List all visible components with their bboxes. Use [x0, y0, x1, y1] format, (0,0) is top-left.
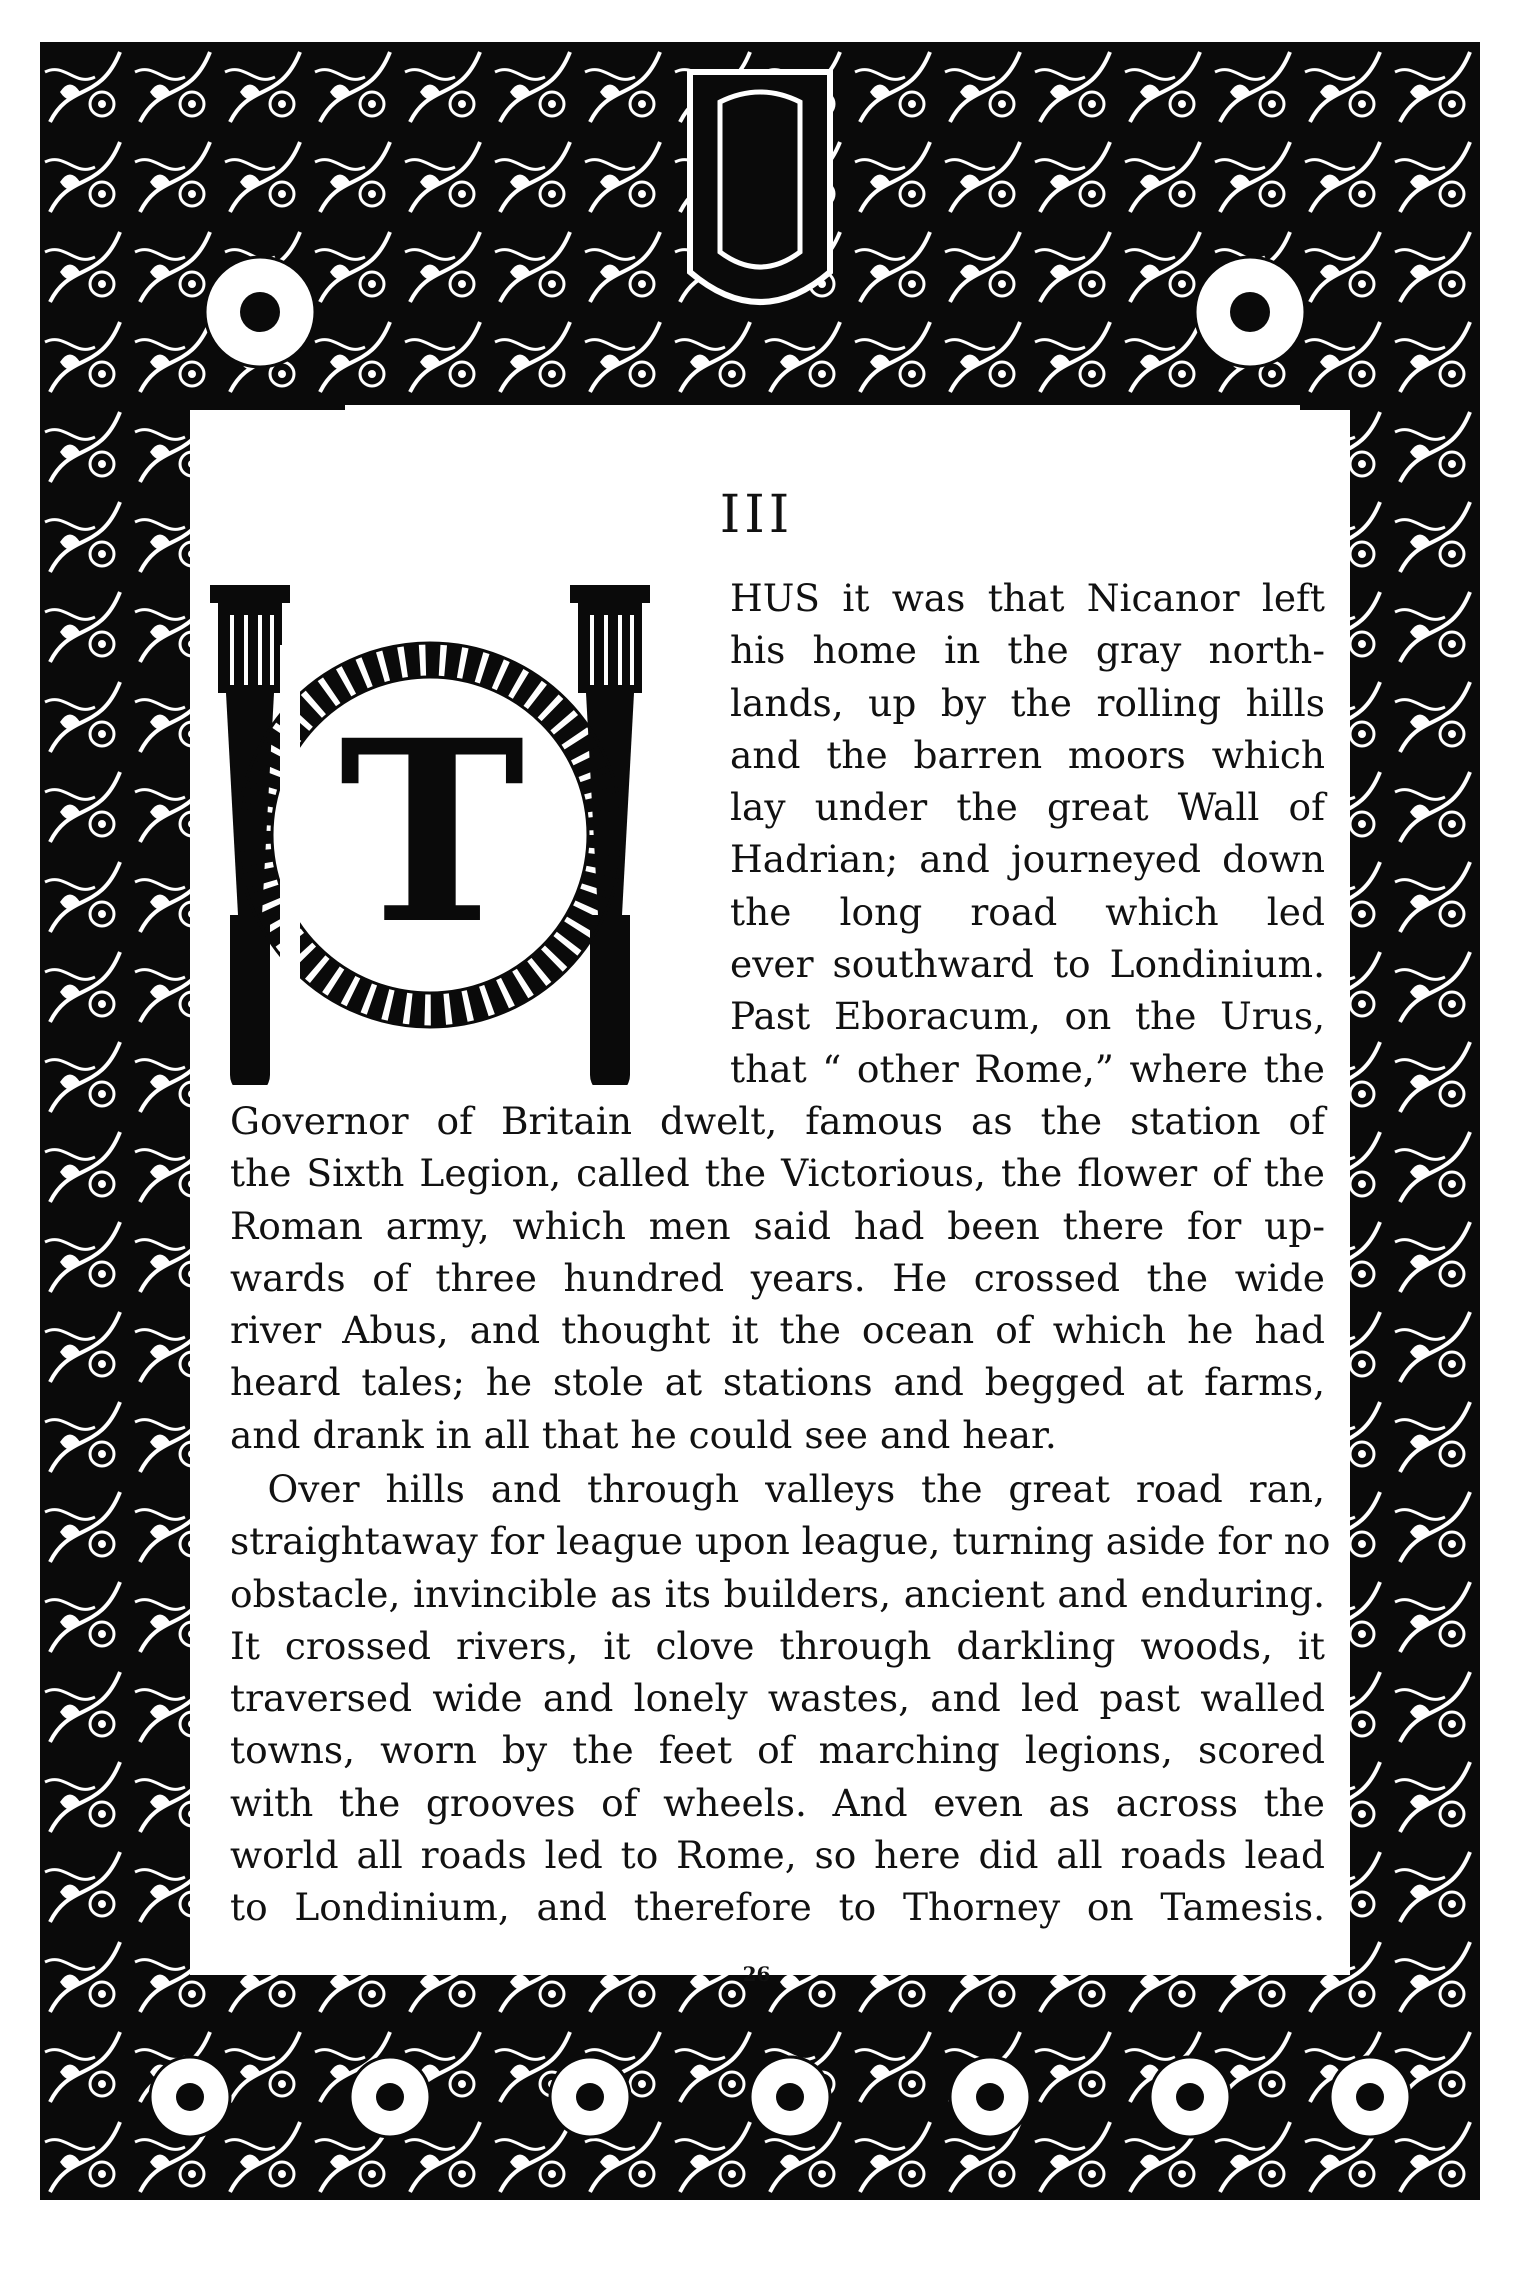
paragraph-1-continued: [230, 1095, 1325, 1461]
text-line: HUS it was that Nicanor left: [730, 576, 1325, 620]
text-line: his home in the gray north-: [730, 628, 1325, 673]
chapter-number: III: [719, 485, 794, 545]
text-line: lay under the great Wall of: [730, 785, 1325, 830]
text-line: It crossed rivers, it clove through darkling woods, it: [230, 1623, 1325, 1668]
text-line: and the barren moors which: [730, 732, 1325, 777]
text-line: Roman army, which men said had been there for up-: [230, 1203, 1325, 1248]
text-line: wards of three hundred years. He crossed the wide: [230, 1255, 1325, 1300]
drop-cap-ornament: [200, 585, 720, 1085]
text-line: river Abus, and thought it the ocean of which he had: [230, 1308, 1325, 1353]
text-line: towns, worn by the feet of marching legions, scored: [230, 1728, 1325, 1773]
text-line: and drank in all that he could see and hear.: [230, 1412, 1057, 1457]
text-line: straightaway for league upon league, turning aside for no: [230, 1519, 1331, 1564]
text-line: obstacle, invincible as its builders, ancient and enduring.: [230, 1571, 1325, 1616]
paragraph-2: [230, 1463, 1331, 1934]
text-line: world all roads led to Rome, so here did all roads lead: [230, 1833, 1325, 1878]
text-line: lands, up by the rolling hills: [730, 680, 1325, 725]
text-line: Over hills and through valleys the great road ran,: [230, 1467, 1325, 1511]
text-line: that “ other Rome,” where the: [730, 1046, 1325, 1091]
page-number: 26: [742, 1962, 771, 1986]
text-line: ever southward to Londinium.: [730, 942, 1325, 987]
text-line: the Sixth Legion, called the Victorious, the flower of the: [230, 1151, 1325, 1196]
text-line: Hadrian; and journeyed down: [730, 837, 1325, 882]
text-line: Governor of Britain dwelt, famous as the station of: [230, 1099, 1325, 1143]
text-line: heard tales; he stole at stations and begged at farms,: [230, 1360, 1325, 1405]
text-line: to Londinium, and therefore to Thorney on Tamesis.: [230, 1885, 1325, 1930]
text-line: Past Eboracum, on the Urus,: [730, 994, 1325, 1039]
paragraph-1-opening: [730, 572, 1325, 1095]
harp-shield-icon: [690, 72, 830, 302]
text-line: the long road which led: [730, 889, 1325, 934]
text-line: with the grooves of wheels. And even as across the: [230, 1780, 1325, 1825]
drop-cap-letter: T: [338, 685, 526, 979]
text-line: traversed wide and lonely wastes, and led past walled: [230, 1676, 1325, 1721]
